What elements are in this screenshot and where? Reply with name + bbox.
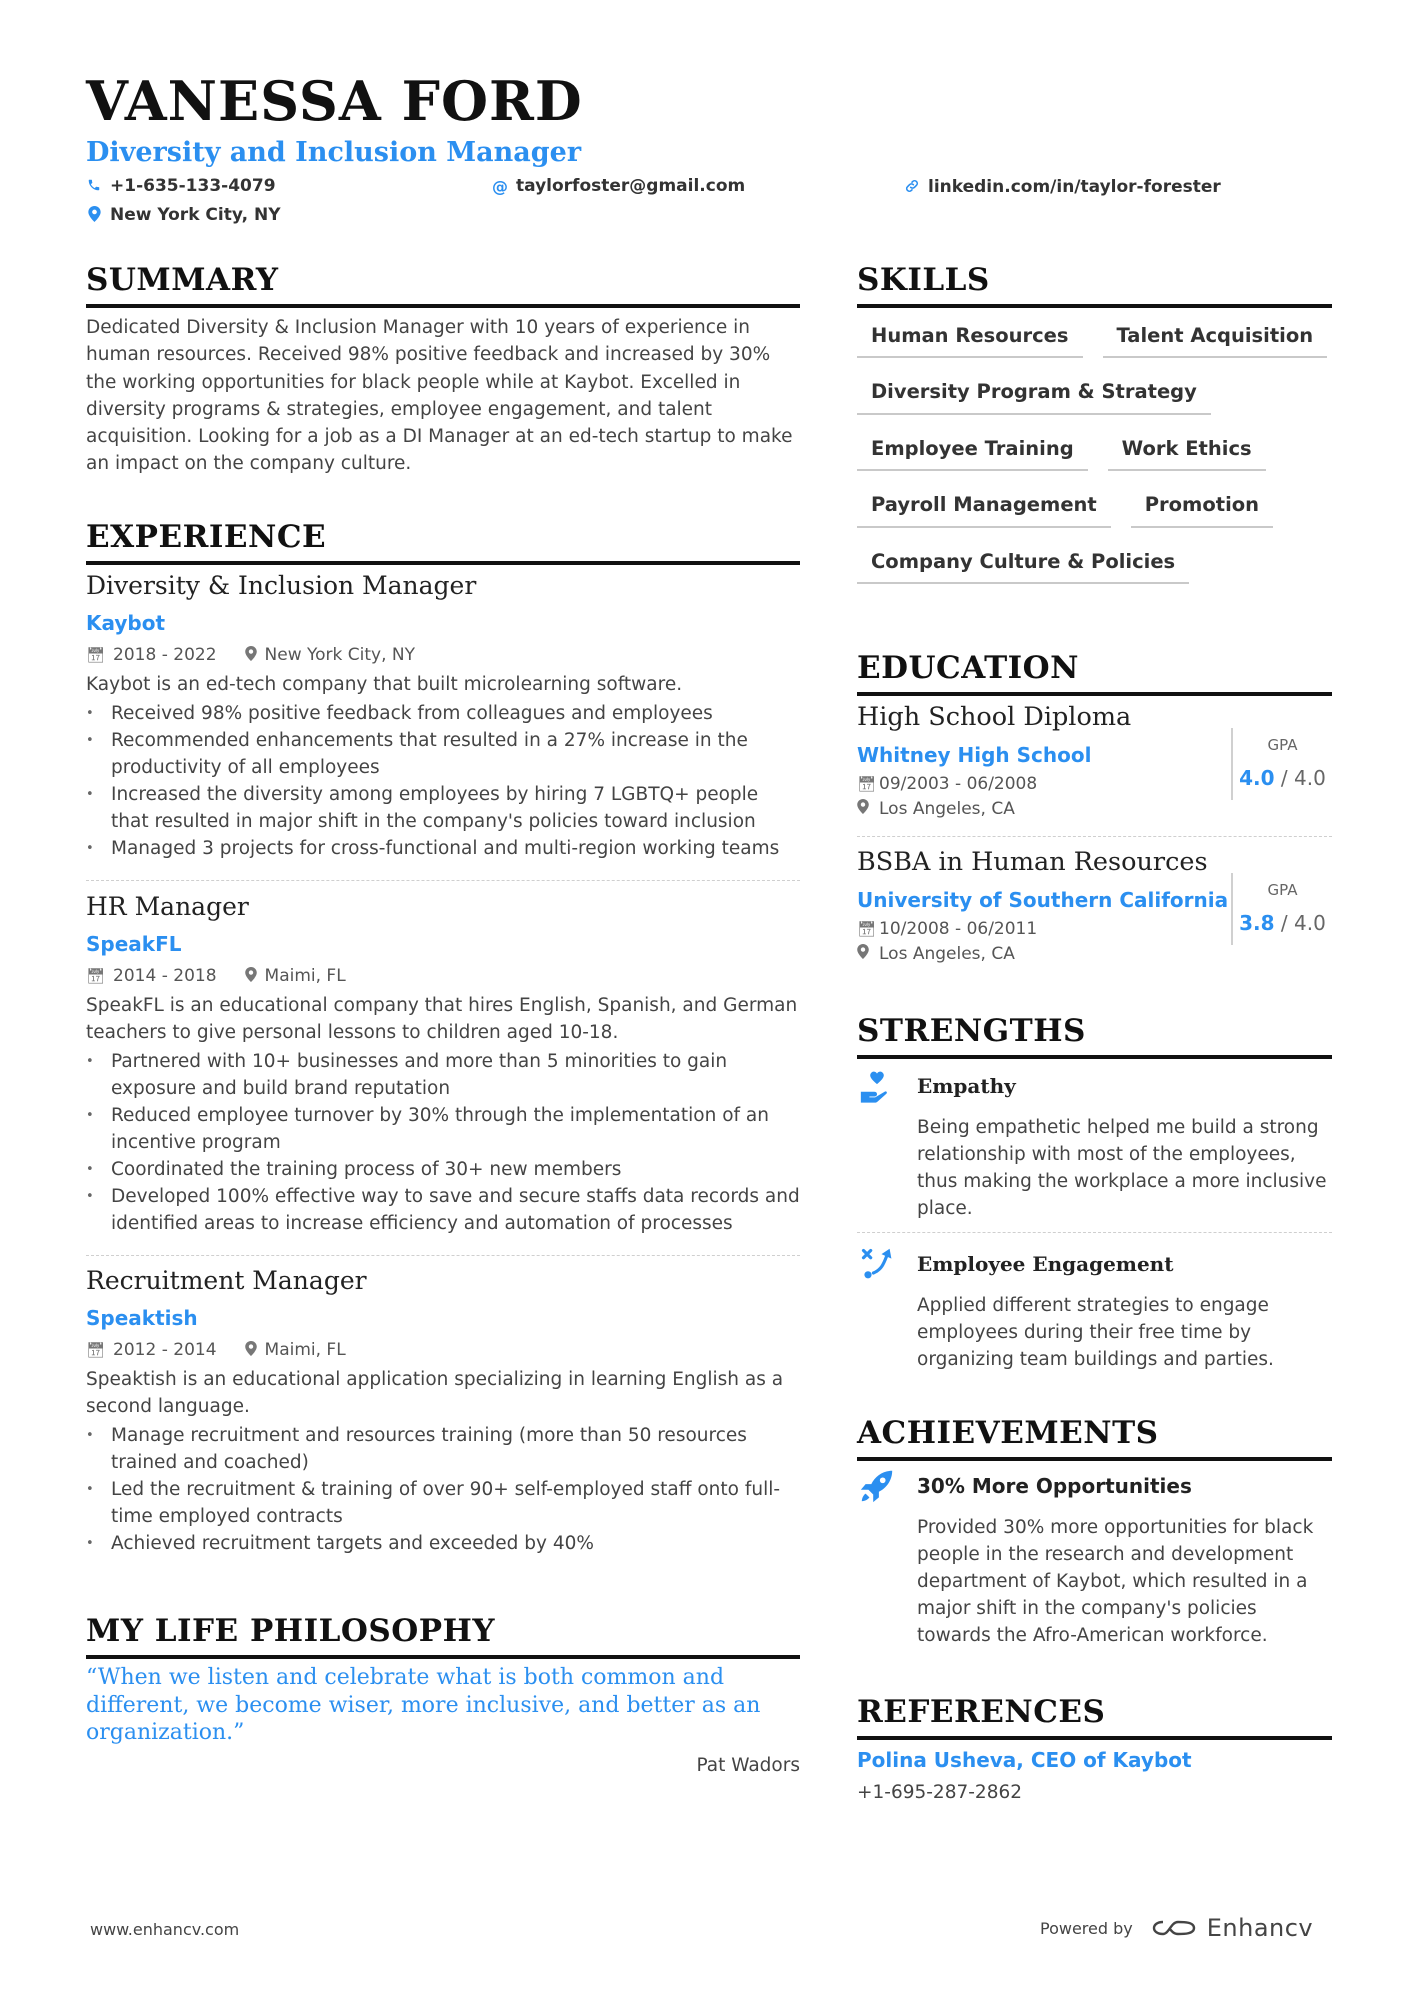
calendar-icon: 📅︎ (857, 919, 877, 938)
rocket-icon (857, 1466, 897, 1506)
philosophy-heading: MY LIFE PHILOSOPHY (86, 1616, 800, 1659)
degree: BSBA in Human Resources (857, 847, 1208, 877)
job-bullet: • Developed 100% effective way to save and secure staffs data records and identified areas to increase efficiency and automation of processes (86, 1183, 800, 1237)
job-description: Speaktish is an educational application specializing in learning English as a second language. (86, 1369, 784, 1418)
location-text: New York City, NY (110, 205, 281, 225)
gpa-max: 4.0 (1294, 766, 1326, 790)
edu-dates: 09/2003 - 06/2008 (879, 773, 1038, 794)
degree: High School Diploma (857, 702, 1132, 732)
job-bullet: • Partnered with 10+ businesses and more than 5 minorities to gain exposure and build brand reputation (86, 1048, 800, 1102)
location-pin-icon (245, 1341, 257, 1360)
job-dates: 2018 - 2022 (113, 645, 217, 665)
link-icon (904, 178, 920, 197)
reference-name: Polina Usheva, CEO of Kaybot (857, 1748, 1192, 1772)
job-entry (86, 571, 800, 862)
skill-tag: Company Culture & Policies (857, 544, 1189, 584)
achievement-title: 30% More Opportunities (917, 1474, 1192, 1498)
edu-location-row (857, 943, 1332, 966)
achievement-description: Provided 30% more opportunities for black people in the research and development department of Kaybot, which resulted in a major shift in the company's policies towards the Afro-American workforce. (917, 1517, 1314, 1646)
gpa-value: 4.0 / 4.0 (1239, 766, 1326, 790)
job-bullet: • Reduced employee turnover by 30% through the implementation of an incentive program (86, 1102, 800, 1156)
job-bullets (86, 1048, 800, 1237)
calendar-icon: 📅︎ (86, 967, 106, 986)
job-company: SpeakFL (86, 932, 182, 956)
skill-tag: Payroll Management (857, 487, 1111, 527)
powered-by-label: Powered by (1040, 1918, 1133, 1938)
skill-tag: Diversity Program & Strategy (857, 374, 1211, 414)
job-bullet: • Led the recruitment & training of over 90+ self-employed staff onto full-time employed contracts (86, 1476, 800, 1530)
job-title: Recruitment Manager (86, 1266, 367, 1295)
edu-dates: 10/2008 - 06/2011 (879, 918, 1038, 939)
job-meta (86, 645, 800, 665)
location-pin-icon (857, 944, 871, 964)
location-pin-icon (86, 206, 102, 225)
location-pin-icon (857, 799, 871, 819)
job-bullets (86, 700, 800, 862)
phone-text[interactable]: +1-635-133-4079 (110, 176, 276, 196)
hand-heart-icon (857, 1066, 897, 1106)
job-entry (86, 1266, 800, 1557)
job-title: HR Manager (86, 892, 249, 921)
calendar-icon: 📅︎ (86, 1341, 106, 1360)
school-name: University of Southern California (857, 887, 1229, 912)
skill-tag: Human Resources (857, 318, 1083, 358)
strength-description: Being empathetic helped me build a strong relationship with most of the employees, thus making the workplace a more inclusive place. (917, 1117, 1327, 1219)
job-dates: 2014 - 2018 (113, 966, 217, 986)
divider (857, 836, 1332, 837)
job-company: Kaybot (86, 611, 166, 635)
skill-tag: Employee Training (857, 431, 1088, 471)
linkedin-link[interactable]: linkedin.com/in/taylor-forester (928, 177, 1221, 197)
job-description: SpeakFL is an educational company that hires English, Spanish, and German teachers to give personal lessons to children aged 10-18. (86, 995, 798, 1044)
job-bullet: • Coordinated the training process of 30+ new members (86, 1156, 800, 1183)
philosophy-quote: “When we listen and celebrate what is both common and different, we become wiser, more inclusive, and better as an organization.” (86, 1665, 761, 1745)
gpa-max: 4.0 (1294, 911, 1326, 935)
job-location: Maimi, FL (264, 966, 346, 986)
job-bullets (86, 1422, 800, 1557)
strength-item (857, 1244, 1332, 1373)
edu-location-row (857, 798, 1332, 821)
edu-location: Los Angeles, CA (879, 943, 1015, 964)
gpa-score: 3.8 (1239, 911, 1275, 935)
divider (86, 1255, 800, 1256)
calendar-icon: 📅︎ (86, 646, 106, 665)
calendar-icon: 📅︎ (857, 774, 877, 793)
brand-name: Enhancv (1206, 1914, 1314, 1942)
divider (86, 880, 800, 881)
gpa-label: GPA (1267, 881, 1298, 899)
quote-author: Pat Wadors (696, 1755, 800, 1776)
job-location: New York City, NY (264, 645, 416, 665)
job-dates: 2012 - 2014 (113, 1340, 217, 1360)
gpa-value: 3.8 / 4.0 (1239, 911, 1326, 935)
gpa-label: GPA (1267, 736, 1298, 754)
skill-tag: Talent Acquisition (1103, 318, 1328, 358)
job-bullet: • Managed 3 projects for cross-functional and multi-region working teams (86, 835, 800, 862)
job-entry (86, 892, 800, 1237)
contact-phone (86, 178, 276, 195)
job-location: Maimi, FL (264, 1340, 346, 1360)
skill-tag: Promotion (1131, 487, 1273, 527)
achievements-heading: ACHIEVEMENTS (857, 1418, 1332, 1461)
gpa-box (1231, 728, 1332, 800)
job-bullet: • Received 98% positive feedback from colleagues and employees (86, 700, 800, 727)
experience-heading: EXPERIENCE (86, 522, 800, 565)
candidate-title: Diversity and Inclusion Manager (86, 137, 582, 168)
strength-title: Empathy (917, 1074, 1016, 1098)
candidate-name: VANESSA FORD (86, 69, 583, 133)
reference-phone: +1-695-287-2862 (857, 1782, 1023, 1803)
edu-location: Los Angeles, CA (879, 798, 1015, 819)
email-link[interactable]: taylorfoster@gmail.com (516, 176, 746, 196)
job-meta (86, 966, 800, 986)
summary-text: Dedicated Diversity & Inclusion Manager with 10 years of experience in human resources. Received 98% positive feedback and increased by 30% the working opportunities for black people while at Kaybot. Excelled in diversity programs & strategies, employee engagement, and talent acquisition. Looking for a job as a DI Manager at an ed-tech startup to make an impact on the company culture. (86, 317, 793, 475)
location-pin-icon (245, 967, 257, 986)
footer-branding (1040, 1914, 1313, 1942)
job-title: Diversity & Inclusion Manager (86, 571, 477, 600)
location-pin-icon (245, 646, 257, 665)
phone-icon (86, 178, 102, 195)
contact-email (492, 178, 745, 195)
strategy-arrow-icon (857, 1244, 897, 1284)
job-bullet: • Increased the diversity among employees by hiring 7 LGBTQ+ people that resulted in major shift in the company's policies toward inclusion (86, 781, 800, 835)
contact-location (86, 206, 281, 225)
summary-heading: SUMMARY (86, 265, 800, 308)
infinity-logo-icon (1151, 1916, 1197, 1940)
school-name: Whitney High School (857, 742, 1092, 767)
skill-tag: Work Ethics (1108, 431, 1266, 471)
gpa-box (1231, 873, 1332, 945)
job-bullet: • Manage recruitment and resources training (more than 50 resources trained and coached) (86, 1422, 800, 1476)
job-description: Kaybot is an ed-tech company that built microlearning software. (86, 674, 683, 696)
footer-website[interactable]: www.enhancv.com (90, 1920, 240, 1939)
strength-title: Employee Engagement (917, 1252, 1174, 1276)
job-bullet: • Achieved recruitment targets and exceeded by 40% (86, 1530, 800, 1557)
strengths-heading: STRENGTHS (857, 1016, 1332, 1059)
gpa-score: 4.0 (1239, 766, 1275, 790)
job-bullet: • Recommended enhancements that resulted in a 27% increase in the productivity of all employees (86, 727, 800, 781)
enhancv-logo[interactable] (1151, 1914, 1313, 1942)
strength-item (857, 1066, 1332, 1222)
achievement-item (857, 1466, 1332, 1649)
education-heading: EDUCATION (857, 653, 1332, 696)
skills-heading: SKILLS (857, 265, 1332, 308)
job-company: Speaktish (86, 1306, 198, 1330)
at-icon: @ (492, 176, 508, 196)
skills-list (857, 318, 1337, 600)
divider (857, 1232, 1332, 1233)
contact-linkedin (904, 178, 1221, 197)
references-heading: REFERENCES (857, 1697, 1332, 1740)
strength-description: Applied different strategies to engage employees during their free time by organizing team buildings and parties. (917, 1295, 1274, 1370)
job-meta (86, 1340, 800, 1360)
